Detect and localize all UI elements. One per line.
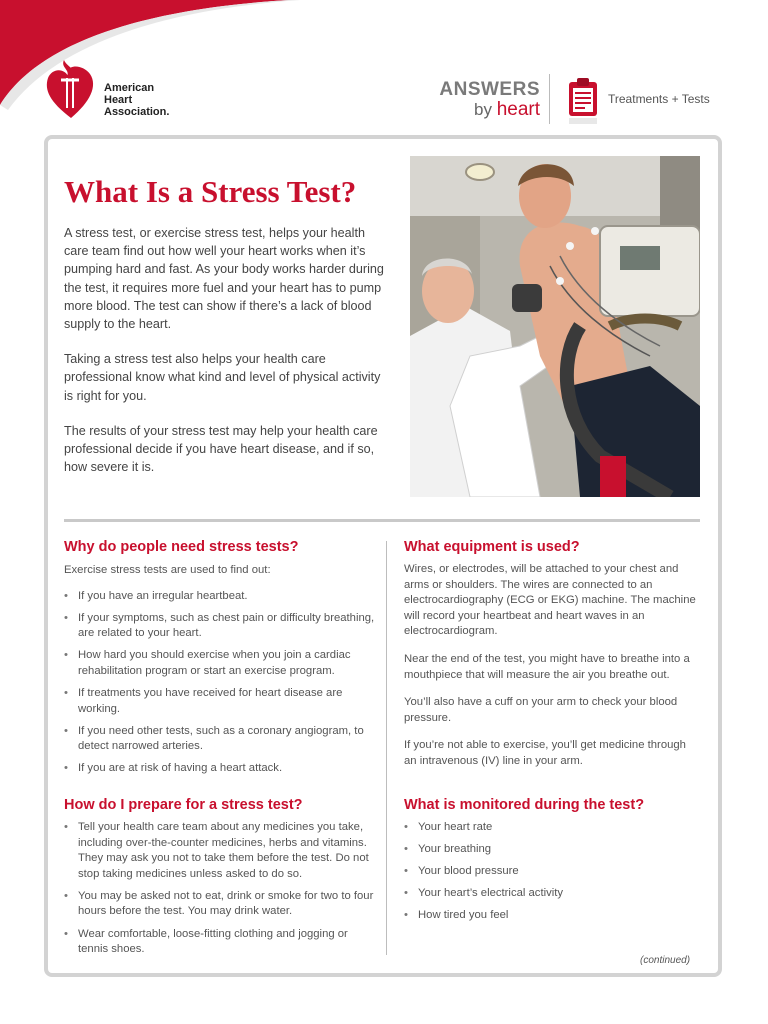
section-divider xyxy=(64,519,700,522)
why-item: • If you need other tests, such as a coronary angiogram, to detect narrowed arteries. xyxy=(64,724,384,755)
why-item: • How hard you should exercise when you join a cardiac rehabilitation program or start an exercise program. xyxy=(64,648,384,679)
monitored-section xyxy=(404,820,700,930)
answers-by-heart-logo[interactable] xyxy=(430,80,540,124)
monitored-item: • Your heart rate xyxy=(404,820,700,836)
monitored-title: What is monitored during the test? xyxy=(404,797,645,813)
intro-paragraph: The results of your stress test may help your health care professional decide if you have heart disease, and if so, how severe it is. xyxy=(64,423,378,475)
monitored-list xyxy=(404,820,700,924)
why-section xyxy=(64,563,384,784)
monitored-item: • Your heart’s electrical activity xyxy=(404,886,700,902)
prepare-section xyxy=(64,820,380,964)
org-name-line1: American xyxy=(104,82,155,94)
page-title: What Is a Stress Test? xyxy=(64,174,357,209)
equipment-paragraph: You’ll also have a cuff on your arm to check your blood pressure. xyxy=(404,696,678,724)
heart-wordmark: heart xyxy=(496,99,540,120)
heart-torch-logo-icon xyxy=(44,56,98,124)
prepare-item: • You may be asked not to eat, drink or smoke for two to four hours before the test. You may drink water. xyxy=(64,889,380,920)
why-item: • If you have an irregular heartbeat. xyxy=(64,589,384,605)
prepare-item: • Wear comfortable, loose-fitting clothing and jogging or tennis shoes. xyxy=(64,927,380,958)
by-wordmark: by xyxy=(473,100,492,119)
intro-paragraph: Taking a stress test also helps your health care professional know what kind and level of physical activity is right for you. xyxy=(64,352,381,403)
category-label[interactable]: Treatments + Tests xyxy=(608,92,710,106)
header-divider xyxy=(549,74,550,124)
monitored-item: • How tired you feel xyxy=(404,908,700,924)
why-item: • If treatments you have received for heart disease are working. xyxy=(64,686,384,717)
clipboard-icon xyxy=(566,76,600,126)
column-divider xyxy=(386,541,387,955)
org-name-line3: Association. xyxy=(104,106,170,118)
intro-text xyxy=(64,224,386,493)
equipment-title: What equipment is used? xyxy=(404,539,580,555)
why-lead: Exercise stress tests are used to find out: xyxy=(64,564,271,576)
prepare-title: How do I prepare for a stress test? xyxy=(64,797,303,813)
intro-paragraph: A stress test, or exercise stress test, helps your health care team find out how well your heart works when it’s pumping hard and fast. As your body works harder during the test, it requires more fuel and your heart has to pump more blood. The test can show if there’s a lack of blood supply to the heart. xyxy=(64,226,384,332)
aha-logo[interactable] xyxy=(44,56,184,126)
answers-wordmark: ANSWERS xyxy=(439,79,540,100)
equipment-paragraph: Wires, or electrodes, will be attached to your chest and arms or shoulders. The wires are connected to an electrocardiography (ECG or EKG) machine. The machine will record your heartbeat and heart waves in an electrocardiogram. xyxy=(404,563,696,638)
monitored-item: • Your breathing xyxy=(404,842,700,858)
why-list xyxy=(64,589,384,777)
equipment-paragraph: If you’re not able to exercise, you’ll get medicine through an intravenous (IV) line in your arm. xyxy=(404,739,686,767)
why-item: • If your symptoms, such as chest pain or difficulty breathing, are related to your heart. xyxy=(64,611,384,642)
prepare-list xyxy=(64,820,380,958)
stress-test-photo xyxy=(410,156,700,497)
org-name-line2: Heart xyxy=(104,94,133,106)
continued-note: (continued) xyxy=(640,955,691,966)
prepare-item: • Tell your health care team about any medicines you take, including over-the-counter medicines, herbs and vitamins. They may ask you not to take them before the test. Do not stop taking medicines unless asked to do so. xyxy=(64,820,380,882)
equipment-section xyxy=(404,562,700,782)
why-item: • If you are at risk of having a heart attack. xyxy=(64,761,384,777)
why-title: Why do people need stress tests? xyxy=(64,539,299,555)
equipment-paragraph: Near the end of the test, you might have to breathe into a mouthpiece that will measure the air you breathe out. xyxy=(404,652,690,681)
monitored-item: • Your blood pressure xyxy=(404,864,700,880)
